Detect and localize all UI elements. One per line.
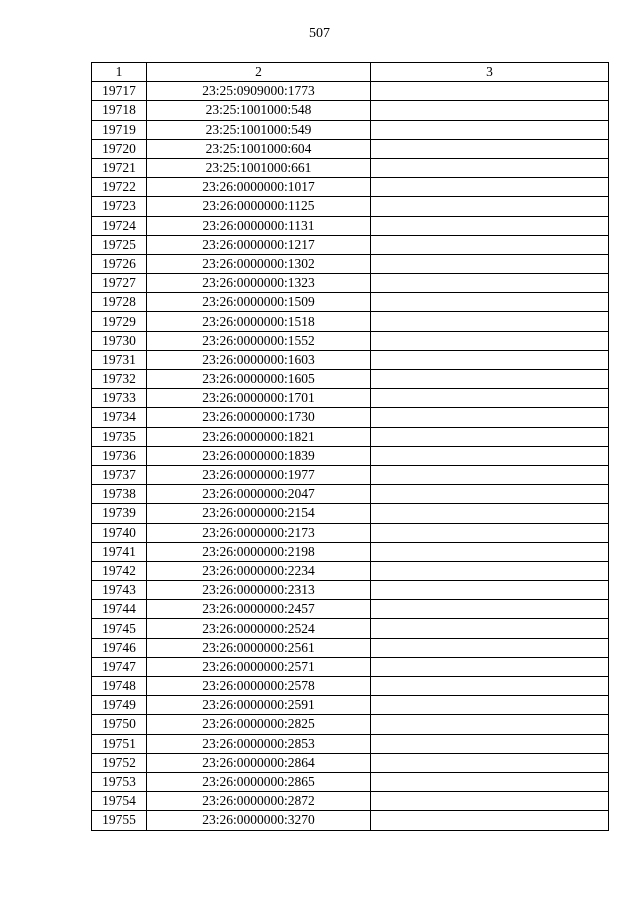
notes-cell <box>371 389 609 408</box>
table-row <box>92 715 609 734</box>
row-number-cell: 19741 <box>92 542 147 561</box>
row-number-cell: 19747 <box>92 657 147 676</box>
notes-cell <box>371 216 609 235</box>
row-number-cell: 19721 <box>92 158 147 177</box>
table-row <box>92 734 609 753</box>
notes-cell <box>371 408 609 427</box>
page-number: 507 <box>309 26 330 41</box>
cadastral-number-cell: 23:26:0000000:1323 <box>147 274 371 293</box>
cadastral-number-cell: 23:26:0000000:2524 <box>147 619 371 638</box>
table-row <box>92 101 609 120</box>
row-number-cell: 19728 <box>92 293 147 312</box>
notes-cell <box>371 197 609 216</box>
notes-cell <box>371 523 609 542</box>
cadastral-number-cell: 23:26:0000000:2578 <box>147 677 371 696</box>
cadastral-number-cell: 23:26:0000000:1730 <box>147 408 371 427</box>
row-number-cell: 19750 <box>92 715 147 734</box>
cadastral-number-cell: 23:26:0000000:1701 <box>147 389 371 408</box>
row-number-cell: 19723 <box>92 197 147 216</box>
notes-cell <box>371 293 609 312</box>
cadastral-number-cell: 23:26:0000000:2561 <box>147 638 371 657</box>
notes-cell <box>371 465 609 484</box>
cadastral-number-cell: 23:26:0000000:2825 <box>147 715 371 734</box>
table-row <box>92 254 609 273</box>
row-number-cell: 19736 <box>92 446 147 465</box>
cadastral-number-cell: 23:26:0000000:2865 <box>147 772 371 791</box>
row-number-cell: 19720 <box>92 139 147 158</box>
notes-cell <box>371 734 609 753</box>
table-row <box>92 427 609 446</box>
row-number-cell: 19718 <box>92 101 147 120</box>
row-number-cell: 19739 <box>92 504 147 523</box>
notes-cell <box>371 657 609 676</box>
table-row <box>92 350 609 369</box>
notes-cell <box>371 619 609 638</box>
notes-cell <box>371 696 609 715</box>
table-row <box>92 446 609 465</box>
notes-cell <box>371 600 609 619</box>
row-number-cell: 19746 <box>92 638 147 657</box>
table-row <box>92 485 609 504</box>
cadastral-number-cell: 23:26:0000000:1125 <box>147 197 371 216</box>
table-row <box>92 542 609 561</box>
row-number-cell: 19717 <box>92 82 147 101</box>
row-number-cell: 19725 <box>92 235 147 254</box>
row-number-cell: 19722 <box>92 178 147 197</box>
table-header-row <box>92 63 609 82</box>
cadastral-number-cell: 23:26:0000000:1131 <box>147 216 371 235</box>
notes-cell <box>371 446 609 465</box>
notes-cell <box>371 504 609 523</box>
notes-cell <box>371 811 609 830</box>
table-row <box>92 811 609 830</box>
notes-cell <box>371 178 609 197</box>
row-number-cell: 19724 <box>92 216 147 235</box>
notes-cell <box>371 542 609 561</box>
cadastral-number-cell: 23:25:1001000:661 <box>147 158 371 177</box>
row-number-cell: 19745 <box>92 619 147 638</box>
notes-cell <box>371 82 609 101</box>
cadastral-number-cell: 23:26:0000000:1509 <box>147 293 371 312</box>
table-row <box>92 465 609 484</box>
table-row <box>92 792 609 811</box>
table-row <box>92 561 609 580</box>
table-row <box>92 178 609 197</box>
column-header-3: 3 <box>371 63 609 82</box>
row-number-cell: 19755 <box>92 811 147 830</box>
table-row <box>92 158 609 177</box>
table-row <box>92 638 609 657</box>
column-header-1: 1 <box>92 63 147 82</box>
notes-cell <box>371 427 609 446</box>
cadastral-number-cell: 23:25:1001000:604 <box>147 139 371 158</box>
row-number-cell: 19740 <box>92 523 147 542</box>
cadastral-number-cell: 23:26:0000000:1977 <box>147 465 371 484</box>
column-header-2: 2 <box>147 63 371 82</box>
table-row <box>92 120 609 139</box>
row-number-cell: 19751 <box>92 734 147 753</box>
table-row <box>92 408 609 427</box>
row-number-cell: 19732 <box>92 370 147 389</box>
cadastral-number-cell: 23:26:0000000:2457 <box>147 600 371 619</box>
table-row <box>92 370 609 389</box>
notes-cell <box>371 561 609 580</box>
data-table <box>91 62 609 831</box>
notes-cell <box>371 274 609 293</box>
notes-cell <box>371 485 609 504</box>
table-body <box>92 82 609 830</box>
cadastral-number-cell: 23:26:0000000:2173 <box>147 523 371 542</box>
table-row <box>92 677 609 696</box>
notes-cell <box>371 158 609 177</box>
cadastral-number-cell: 23:26:0000000:2853 <box>147 734 371 753</box>
cadastral-number-cell: 23:26:0000000:2047 <box>147 485 371 504</box>
row-number-cell: 19748 <box>92 677 147 696</box>
table-row <box>92 657 609 676</box>
notes-cell <box>371 753 609 772</box>
cadastral-number-cell: 23:26:0000000:1839 <box>147 446 371 465</box>
notes-cell <box>371 235 609 254</box>
table-row <box>92 331 609 350</box>
notes-cell <box>371 139 609 158</box>
table-row <box>92 753 609 772</box>
cadastral-number-cell: 23:26:0000000:1552 <box>147 331 371 350</box>
cadastral-number-cell: 23:26:0000000:2313 <box>147 581 371 600</box>
cadastral-number-cell: 23:25:1001000:549 <box>147 120 371 139</box>
cadastral-number-cell: 23:26:0000000:1605 <box>147 370 371 389</box>
table-row <box>92 216 609 235</box>
row-number-cell: 19733 <box>92 389 147 408</box>
row-number-cell: 19727 <box>92 274 147 293</box>
cadastral-number-cell: 23:25:0909000:1773 <box>147 82 371 101</box>
table-row <box>92 82 609 101</box>
row-number-cell: 19719 <box>92 120 147 139</box>
row-number-cell: 19734 <box>92 408 147 427</box>
row-number-cell: 19726 <box>92 254 147 273</box>
notes-cell <box>371 331 609 350</box>
cadastral-number-cell: 23:26:0000000:2571 <box>147 657 371 676</box>
table-row <box>92 197 609 216</box>
row-number-cell: 19731 <box>92 350 147 369</box>
notes-cell <box>371 792 609 811</box>
row-number-cell: 19735 <box>92 427 147 446</box>
cadastral-number-cell: 23:26:0000000:3270 <box>147 811 371 830</box>
cadastral-number-cell: 23:26:0000000:2198 <box>147 542 371 561</box>
row-number-cell: 19738 <box>92 485 147 504</box>
cadastral-number-cell: 23:26:0000000:1821 <box>147 427 371 446</box>
notes-cell <box>371 772 609 791</box>
table-row <box>92 235 609 254</box>
table-row <box>92 696 609 715</box>
row-number-cell: 19737 <box>92 465 147 484</box>
table-row <box>92 274 609 293</box>
table-row <box>92 772 609 791</box>
notes-cell <box>371 370 609 389</box>
row-number-cell: 19754 <box>92 792 147 811</box>
notes-cell <box>371 638 609 657</box>
row-number-cell: 19743 <box>92 581 147 600</box>
row-number-cell: 19729 <box>92 312 147 331</box>
notes-cell <box>371 581 609 600</box>
row-number-cell: 19749 <box>92 696 147 715</box>
table-row <box>92 600 609 619</box>
cadastral-number-cell: 23:26:0000000:2154 <box>147 504 371 523</box>
cadastral-number-cell: 23:25:1001000:548 <box>147 101 371 120</box>
row-number-cell: 19753 <box>92 772 147 791</box>
row-number-cell: 19742 <box>92 561 147 580</box>
table-row <box>92 389 609 408</box>
notes-cell <box>371 312 609 331</box>
row-number-cell: 19744 <box>92 600 147 619</box>
table-row <box>92 312 609 331</box>
notes-cell <box>371 715 609 734</box>
cadastral-number-cell: 23:26:0000000:2234 <box>147 561 371 580</box>
table-row <box>92 619 609 638</box>
notes-cell <box>371 677 609 696</box>
notes-cell <box>371 101 609 120</box>
table-row <box>92 504 609 523</box>
table-row <box>92 139 609 158</box>
cadastral-number-cell: 23:26:0000000:1603 <box>147 350 371 369</box>
row-number-cell: 19752 <box>92 753 147 772</box>
table-row <box>92 581 609 600</box>
notes-cell <box>371 254 609 273</box>
cadastral-number-cell: 23:26:0000000:1302 <box>147 254 371 273</box>
cadastral-number-cell: 23:26:0000000:1017 <box>147 178 371 197</box>
cadastral-number-cell: 23:26:0000000:1518 <box>147 312 371 331</box>
cadastral-number-cell: 23:26:0000000:1217 <box>147 235 371 254</box>
cadastral-number-cell: 23:26:0000000:2591 <box>147 696 371 715</box>
row-number-cell: 19730 <box>92 331 147 350</box>
cadastral-number-cell: 23:26:0000000:2864 <box>147 753 371 772</box>
table-row <box>92 293 609 312</box>
notes-cell <box>371 350 609 369</box>
table-row <box>92 523 609 542</box>
notes-cell <box>371 120 609 139</box>
cadastral-number-cell: 23:26:0000000:2872 <box>147 792 371 811</box>
